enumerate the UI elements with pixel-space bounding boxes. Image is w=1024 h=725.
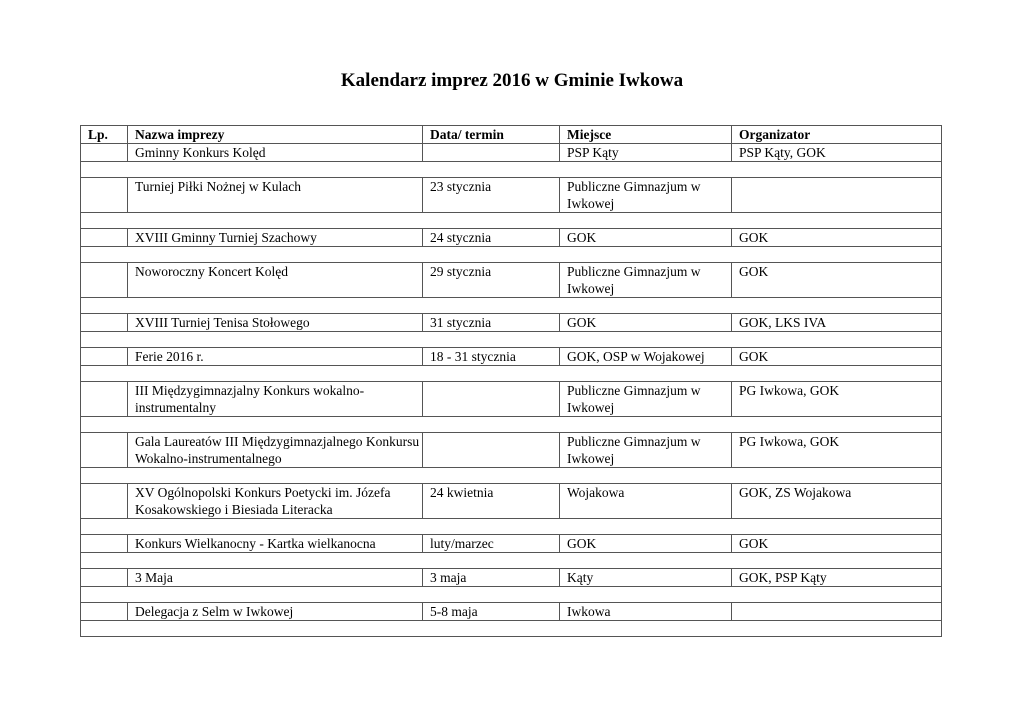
cell-place: GOK bbox=[560, 314, 732, 332]
table-row bbox=[81, 178, 942, 213]
cell-organizer: GOK bbox=[732, 229, 942, 247]
cell-date: 29 stycznia bbox=[423, 263, 560, 298]
cell-organizer: PG Iwkowa, GOK bbox=[732, 382, 942, 417]
table-row bbox=[81, 603, 942, 621]
spacer-row bbox=[81, 298, 942, 314]
cell-lp bbox=[81, 263, 128, 298]
table-row bbox=[81, 314, 942, 332]
table-row bbox=[81, 433, 942, 468]
spacer-cell bbox=[81, 162, 942, 178]
cell-organizer: PG Iwkowa, GOK bbox=[732, 433, 942, 468]
cell-date: luty/marzec bbox=[423, 535, 560, 553]
table-row bbox=[81, 263, 942, 298]
spacer-row bbox=[81, 519, 942, 535]
spacer-cell bbox=[81, 298, 942, 314]
table-row bbox=[81, 484, 942, 519]
header-name: Nazwa imprezy bbox=[128, 126, 423, 144]
spacer-row bbox=[81, 587, 942, 603]
cell-date: 5-8 maja bbox=[423, 603, 560, 621]
header-lp: Lp. bbox=[81, 126, 128, 144]
page-title: Kalendarz imprez 2016 w Gminie Iwkowa bbox=[340, 70, 684, 91]
cell-name: Gala Laureatów III Międzygimnazjalnego Konkursu Wokalno-instrumentalnego bbox=[128, 433, 423, 468]
cell-organizer: GOK, LKS IVA bbox=[732, 314, 942, 332]
cell-lp bbox=[81, 178, 128, 213]
cell-organizer: GOK bbox=[732, 263, 942, 298]
cell-name: XV Ogólnopolski Konkurs Poetycki im. Józefa Kosakowskiego i Biesiada Literacka bbox=[128, 484, 423, 519]
cell-place: Wojakowa bbox=[560, 484, 732, 519]
cell-name: Noworoczny Koncert Kolęd bbox=[128, 263, 423, 298]
table-row bbox=[81, 144, 942, 162]
events-table bbox=[80, 125, 942, 637]
spacer-cell bbox=[81, 587, 942, 603]
cell-organizer bbox=[732, 603, 942, 621]
cell-place: GOK bbox=[560, 535, 732, 553]
cell-lp bbox=[81, 603, 128, 621]
cell-date: 24 stycznia bbox=[423, 229, 560, 247]
cell-organizer: GOK bbox=[732, 348, 942, 366]
cell-date bbox=[423, 382, 560, 417]
cell-lp bbox=[81, 314, 128, 332]
cell-place: Publiczne Gimnazjum w Iwkowej bbox=[560, 382, 732, 417]
cell-place: PSP Kąty bbox=[560, 144, 732, 162]
cell-organizer: GOK, ZS Wojakowa bbox=[732, 484, 942, 519]
table-row bbox=[81, 229, 942, 247]
cell-place: GOK, OSP w Wojakowej bbox=[560, 348, 732, 366]
cell-name: Gminny Konkurs Kolęd bbox=[128, 144, 423, 162]
header-place: Miejsce bbox=[560, 126, 732, 144]
cell-lp bbox=[81, 348, 128, 366]
cell-organizer: PSP Kąty, GOK bbox=[732, 144, 942, 162]
cell-name: Ferie 2016 r. bbox=[128, 348, 423, 366]
spacer-cell bbox=[81, 519, 942, 535]
cell-name: 3 Maja bbox=[128, 569, 423, 587]
spacer-row bbox=[81, 417, 942, 433]
spacer-cell bbox=[81, 417, 942, 433]
cell-place: Publiczne Gimnazjum w Iwkowej bbox=[560, 263, 732, 298]
table-row bbox=[81, 569, 942, 587]
cell-lp bbox=[81, 569, 128, 587]
header-date: Data/ termin bbox=[423, 126, 560, 144]
cell-date: 24 kwietnia bbox=[423, 484, 560, 519]
spacer-cell bbox=[81, 468, 942, 484]
cell-date: 3 maja bbox=[423, 569, 560, 587]
cell-lp bbox=[81, 535, 128, 553]
spacer-cell bbox=[81, 621, 942, 637]
cell-place: Publiczne Gimnazjum w Iwkowej bbox=[560, 433, 732, 468]
spacer-cell bbox=[81, 553, 942, 569]
cell-place: GOK bbox=[560, 229, 732, 247]
cell-lp bbox=[81, 382, 128, 417]
header-organizer: Organizator bbox=[732, 126, 942, 144]
spacer-row bbox=[81, 213, 942, 229]
cell-organizer bbox=[732, 178, 942, 213]
cell-place: Iwkowa bbox=[560, 603, 732, 621]
cell-name: XVIII Gminny Turniej Szachowy bbox=[128, 229, 423, 247]
spacer-cell bbox=[81, 247, 942, 263]
cell-date: 18 - 31 stycznia bbox=[423, 348, 560, 366]
cell-name: Turniej Piłki Nożnej w Kulach bbox=[128, 178, 423, 213]
cell-lp bbox=[81, 144, 128, 162]
cell-name: XVIII Turniej Tenisa Stołowego bbox=[128, 314, 423, 332]
cell-place: Kąty bbox=[560, 569, 732, 587]
cell-date: 31 stycznia bbox=[423, 314, 560, 332]
cell-name: Konkurs Wielkanocny - Kartka wielkanocna bbox=[128, 535, 423, 553]
spacer-row bbox=[81, 247, 942, 263]
cell-place: Publiczne Gimnazjum w Iwkowej bbox=[560, 178, 732, 213]
cell-organizer: GOK, PSP Kąty bbox=[732, 569, 942, 587]
cell-lp bbox=[81, 484, 128, 519]
spacer-row bbox=[81, 553, 942, 569]
cell-lp bbox=[81, 433, 128, 468]
spacer-cell bbox=[81, 366, 942, 382]
spacer-row bbox=[81, 332, 942, 348]
cell-name: III Międzygimnazjalny Konkurs wokalno-instrumentalny bbox=[128, 382, 423, 417]
spacer-cell bbox=[81, 213, 942, 229]
spacer-row bbox=[81, 366, 942, 382]
spacer-row bbox=[81, 468, 942, 484]
cell-lp bbox=[81, 229, 128, 247]
cell-date bbox=[423, 433, 560, 468]
table-header-row bbox=[81, 126, 942, 144]
cell-date: 23 stycznia bbox=[423, 178, 560, 213]
spacer-row bbox=[81, 162, 942, 178]
cell-date bbox=[423, 144, 560, 162]
spacer-cell bbox=[81, 332, 942, 348]
table-row bbox=[81, 382, 942, 417]
cell-name: Delegacja z Selm w Iwkowej bbox=[128, 603, 423, 621]
table-row bbox=[81, 348, 942, 366]
table-row bbox=[81, 535, 942, 553]
spacer-row bbox=[81, 621, 942, 637]
cell-organizer: GOK bbox=[732, 535, 942, 553]
